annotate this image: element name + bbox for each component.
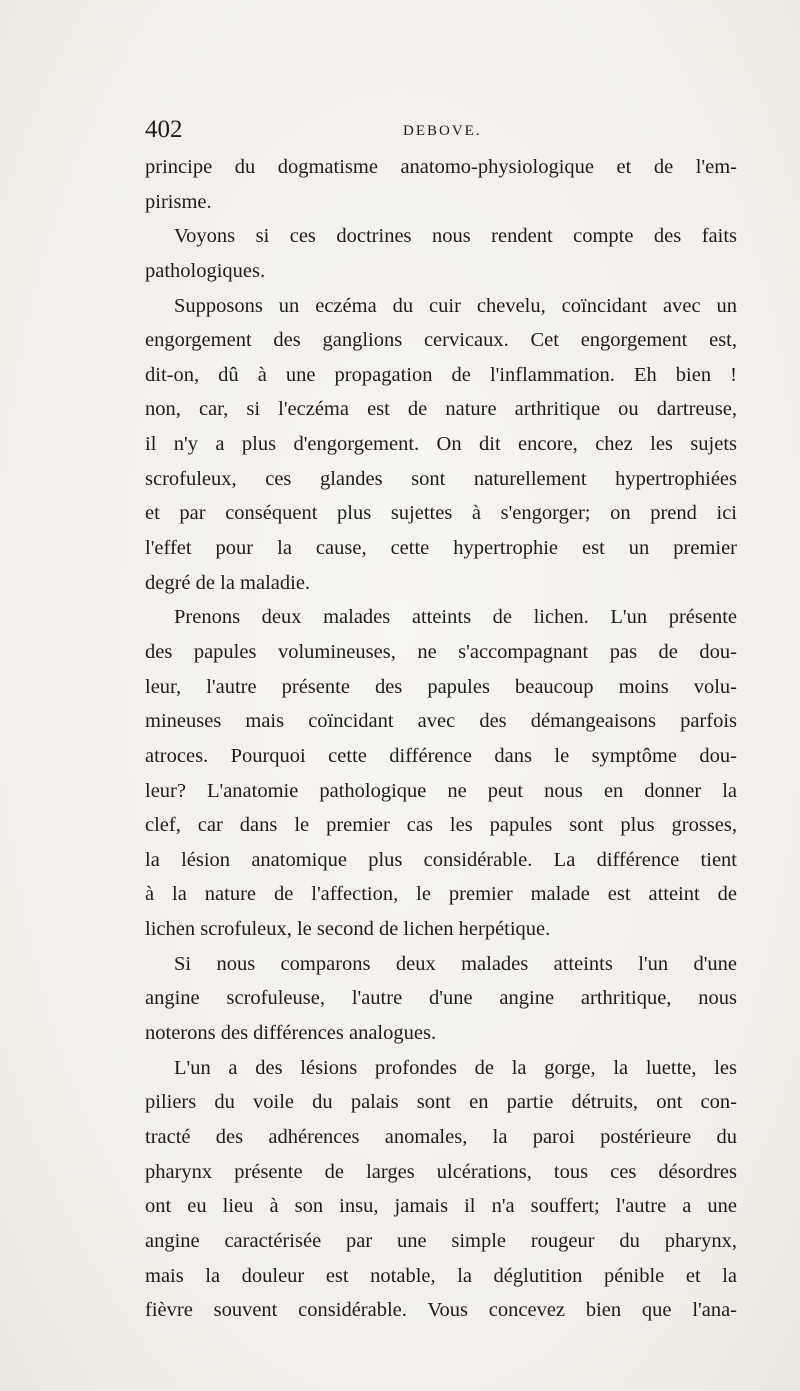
text-line: noterons des différences analogues. [145,1022,437,1045]
text-line: fièvre souvent considérable. Vous concevez bien que l'ana- [145,1299,737,1322]
text-line: à la nature de l'affection, le premier malade est atteint de [145,883,737,906]
page-number: 402 [145,116,183,143]
text-line: atroces. Pourquoi cette différence dans le symptôme dou- [145,744,737,767]
text-line: mineuses mais coïncidant avec des démangeaisons parfois [145,710,737,733]
text-line: degré de la maladie. [145,571,311,594]
text-line: il n'y a plus d'engorgement. On dit encore, chez les sujets [145,433,737,456]
text-line: lichen scrofuleux, le second de lichen herpétique. [145,918,551,941]
text-line: Voyons si ces doctrines nous rendent compte des faits [174,225,737,248]
text-line: pathologiques. [145,259,266,282]
text-line: L'un a des lésions profondes de la gorge, la luette, les [174,1056,737,1079]
text-line: leur, l'autre présente des papules beaucoup moins volu- [145,675,737,698]
text-line: Si nous comparons deux malades atteints l'un d'une [174,952,737,975]
text-line: Supposons un eczéma du cuir chevelu, coïncidant avec un [174,294,737,317]
text-line: clef, car dans le premier cas les papules sont plus grosses, [145,814,737,837]
body-text [145,150,737,1328]
text-line: pirisme. [145,190,212,213]
text-line: non, car, si l'eczéma est de nature arthritique ou dartreuse, [145,398,737,421]
text-line: mais la douleur est notable, la déglutition pénible et la [145,1264,737,1287]
text-line: tracté des adhérences anomales, la paroi postérieure du [145,1125,737,1148]
text-line: principe du dogmatisme anatomo-physiologique et de l'em- [145,156,737,178]
text-line: engorgement des ganglions cervicaux. Cet engorgement est, [145,329,737,352]
text-line: l'effet pour la cause, cette hypertrophie est un premier [145,537,737,560]
text-line: et par conséquent plus sujettes à s'engorger; on prend ici [145,502,737,525]
text-line: ont eu lieu à son insu, jamais il n'a souffert; l'autre a une [145,1195,737,1218]
text-line: angine caractérisée par une simple rougeur du pharynx, [145,1229,737,1252]
text-line: des papules volumineuses, ne s'accompagnant pas de dou- [145,640,737,663]
text-line: scrofuleux, ces glandes sont naturellement hypertrophiées [145,467,737,490]
text-line: leur? L'anatomie pathologique ne peut nous en donner la [145,779,737,802]
running-head [145,116,737,148]
text-line: angine scrofuleuse, l'autre d'une angine arthritique, nous [145,987,737,1010]
text-line: piliers du voile du palais sont en partie détruits, ont con- [145,1091,737,1114]
text-line: Prenons deux malades atteints de lichen. L'un présente [174,606,737,629]
text-line: pharynx présente de larges ulcérations, tous ces désordres [145,1160,737,1183]
text-line: la lésion anatomique plus considérable. La différence tient [145,848,737,871]
running-title: DEBOVE. [403,123,482,139]
text-line: dit-on, dû à une propagation de l'inflammation. Eh bien ! [145,363,737,386]
